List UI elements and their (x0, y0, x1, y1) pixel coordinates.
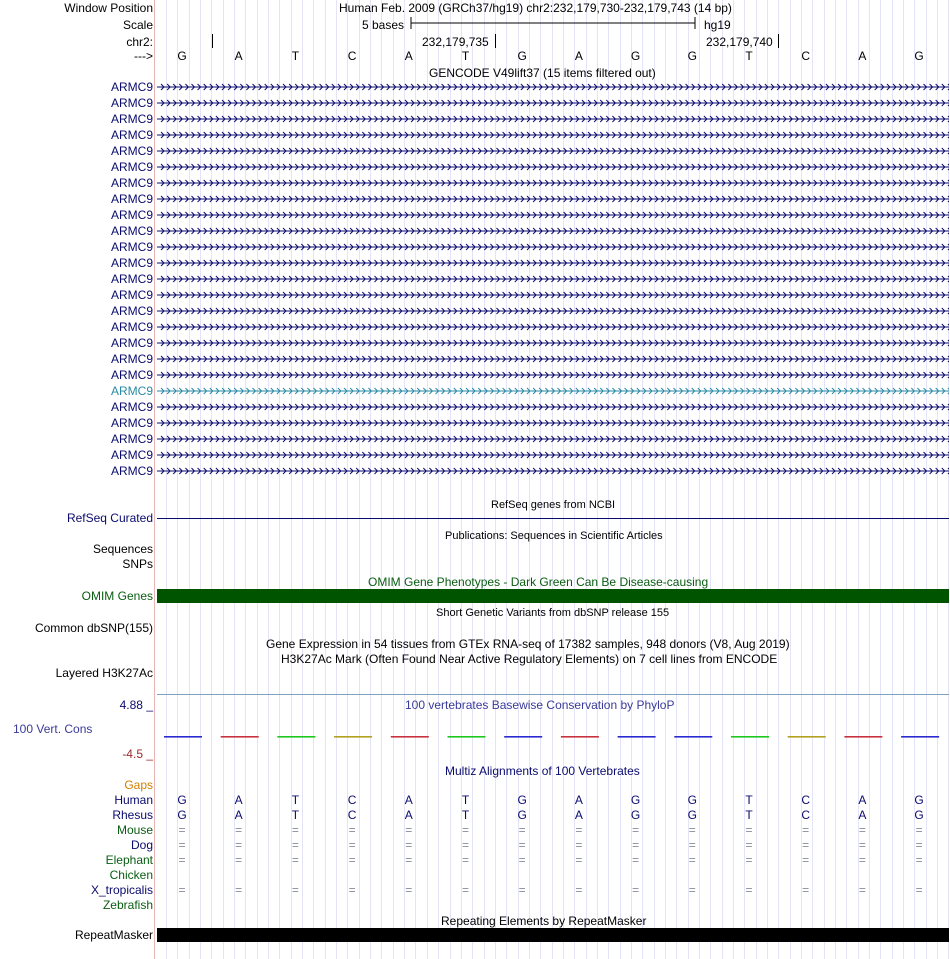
multiz-species-label[interactable]: Dog (130, 838, 153, 852)
phylop-bar (334, 736, 372, 738)
alignment-base: A (234, 793, 243, 807)
alignment-base: G (630, 793, 641, 807)
alignment-match: = (235, 838, 243, 852)
gencode-transcript-line[interactable] (157, 177, 949, 189)
refseq-title: RefSeq genes from NCBI (491, 499, 616, 511)
alignment-match: = (178, 883, 186, 897)
alignment-match: = (518, 838, 526, 852)
grid-line (733, 0, 734, 959)
alignment-base: A (234, 808, 243, 822)
alignment-base: T (745, 793, 753, 807)
alignment-base: T (291, 793, 300, 807)
alignment-match: = (858, 883, 866, 897)
base-letter: A (404, 49, 413, 63)
ruler-tick (212, 34, 213, 48)
alignment-base: T (745, 808, 753, 822)
alignment-match: = (291, 823, 299, 837)
alignment-match: = (575, 838, 583, 852)
grid-line (200, 0, 201, 959)
alignment-match: = (745, 823, 753, 837)
alignment-base: C (801, 808, 811, 822)
gencode-item-label[interactable]: ARMC9 (110, 464, 153, 478)
gencode-title: GENCODE V49lift37 (15 items filtered out) (429, 66, 656, 80)
gencode-item-label[interactable]: ARMC9 (110, 288, 153, 302)
grid-line (824, 0, 825, 959)
grid-line (166, 0, 167, 959)
grid-line (325, 0, 326, 959)
grid-line (540, 0, 541, 959)
multiz-species-label[interactable]: Rhesus (112, 808, 153, 822)
gencode-transcript-line[interactable] (157, 289, 949, 301)
grid-line (620, 0, 621, 959)
alignment-match: = (745, 838, 753, 852)
multiz-species-label[interactable]: X_tropicalis (90, 883, 153, 897)
refseq-label[interactable]: RefSeq Curated (66, 511, 153, 525)
alignment-match: = (802, 853, 810, 867)
alignment-match: = (348, 823, 356, 837)
grid-line (903, 0, 904, 959)
alignment-match: = (858, 823, 866, 837)
assembly-position-text: Human Feb. 2009 (GRCh37/hg19) chr2:232,179,730-232,179,743 (14 bp) (339, 1, 732, 15)
alignment-match: = (745, 853, 753, 867)
base-letter: T (291, 49, 300, 63)
omim-title: OMIM Gene Phenotypes - Dark Green Can Be Disease-causing (368, 575, 709, 589)
alignment-base: T (461, 793, 470, 807)
phylop-title: 100 vertebrates Basewise Conservation by PhyloP (405, 698, 675, 712)
alignment-match: = (802, 838, 810, 852)
base-letter: G (177, 49, 187, 63)
grid-line (790, 0, 791, 959)
alignment-base: A (404, 793, 413, 807)
scale-bar (408, 15, 698, 31)
grid-line (211, 0, 212, 959)
phylop-bar (731, 736, 769, 738)
alignment-base: C (347, 793, 357, 807)
gencode-transcript-line[interactable] (157, 81, 949, 93)
alignment-base: G (687, 793, 697, 807)
gencode-transcript-line[interactable] (157, 433, 949, 445)
alignment-match: = (688, 883, 696, 897)
alignment-base: A (574, 808, 583, 822)
gencode-item-label[interactable]: ARMC9 (110, 176, 153, 190)
grid-line (937, 0, 938, 959)
phylop-plot[interactable] (157, 730, 949, 744)
alignment-base: G (914, 808, 924, 822)
grid-line (608, 0, 609, 959)
alignment-match: = (688, 853, 696, 867)
gencode-item-label[interactable]: ARMC9 (110, 320, 153, 334)
grid-line (835, 0, 836, 959)
phylop-bar (221, 736, 259, 738)
gencode-transcript-line[interactable] (157, 241, 949, 253)
gencode-transcript-line[interactable] (157, 257, 949, 269)
gencode-transcript-line[interactable] (157, 449, 949, 461)
alignment-match: = (745, 883, 753, 897)
gencode-item-label[interactable]: ARMC9 (110, 448, 153, 462)
gencode-transcript-line[interactable] (157, 145, 949, 157)
gencode-item-label[interactable]: ARMC9 (110, 304, 153, 318)
gencode-transcript-line[interactable] (157, 225, 949, 237)
alignment-match: = (518, 883, 526, 897)
gencode-transcript-line[interactable] (157, 305, 949, 317)
grid-line (563, 0, 564, 959)
h3k27ac-label[interactable]: Layered H3K27Ac (55, 666, 153, 680)
phylop-bar (618, 736, 656, 738)
grid-line (484, 0, 485, 959)
gencode-item-label[interactable]: ARMC9 (110, 208, 153, 222)
gencode-item-label[interactable]: ARMC9 (110, 160, 153, 174)
multiz-species-label[interactable]: Gaps (124, 778, 153, 792)
grid-line (597, 0, 598, 959)
grid-line (846, 0, 847, 959)
alignment-match: = (461, 883, 469, 897)
repeatmasker-bar[interactable] (157, 928, 949, 942)
base-letter: T (745, 49, 753, 63)
grid-line (223, 0, 224, 959)
phylop-bar (844, 736, 882, 738)
alignment-base: C (347, 808, 357, 822)
repeatmasker-title: Repeating Elements by RepeatMasker (441, 914, 647, 928)
grid-line (665, 0, 666, 959)
alignment-match: = (405, 853, 413, 867)
phylop-bar (277, 736, 315, 738)
snps-label[interactable]: SNPs (122, 557, 153, 571)
alignment-base: G (914, 793, 924, 807)
base-letter: C (801, 49, 811, 63)
grid-line (450, 0, 451, 959)
gencode-item-label[interactable]: ARMC9 (110, 416, 153, 430)
phylop-bar (901, 736, 939, 738)
chrom-label: chr2: (126, 35, 153, 49)
grid-line (710, 0, 711, 959)
base-letter: C (347, 49, 357, 63)
grid-line (268, 0, 269, 959)
dbsnp-title: Short Genetic Variants from dbSNP release 155 (436, 607, 670, 619)
gencode-item-label[interactable]: ARMC9 (110, 256, 153, 270)
alignment-match: = (348, 883, 356, 897)
scale-bar-text: 5 bases (362, 18, 405, 32)
gencode-transcript-line[interactable] (157, 337, 949, 349)
gencode-item-label[interactable]: ARMC9 (110, 224, 153, 238)
refseq-gene-line[interactable] (157, 518, 949, 519)
omim-label[interactable]: OMIM Genes (81, 589, 153, 603)
grid-line (654, 0, 655, 959)
base-letter: A (234, 49, 243, 63)
alignment-base: G (177, 808, 187, 822)
multiz-title: Multiz Alignments of 100 Vertebrates (445, 764, 640, 778)
alignment-base: G (517, 808, 527, 822)
gencode-item-label[interactable]: ARMC9 (110, 368, 153, 382)
multiz-species-label[interactable]: Elephant (105, 853, 153, 867)
alignment-match: = (575, 823, 583, 837)
db-text: hg19 (704, 18, 731, 32)
base-letter: T (461, 49, 470, 63)
alignment-match: = (915, 853, 923, 867)
h3k27ac-baseline (157, 694, 949, 695)
alignment-base: C (801, 793, 811, 807)
grid-line (427, 0, 428, 959)
grid-line (336, 0, 337, 959)
gencode-item-label[interactable]: ARMC9 (110, 128, 153, 142)
alignment-match: = (575, 883, 583, 897)
base-letter: G (630, 49, 641, 63)
base-letter: G (914, 49, 924, 63)
alignment-match: = (235, 883, 243, 897)
alignment-match: = (688, 823, 696, 837)
alignment-base: G (630, 808, 641, 822)
grid-line (778, 0, 779, 959)
gencode-item-label[interactable]: ARMC9 (110, 336, 153, 350)
phylop-track-label[interactable]: 100 Vert. Cons (13, 722, 93, 736)
gencode-transcript-line[interactable] (157, 97, 949, 109)
phylop-bar (391, 736, 429, 738)
alignment-match: = (461, 838, 469, 852)
grid-line (313, 0, 314, 959)
phylop-max-label: 4.88 _ (119, 698, 153, 712)
gencode-item-label[interactable]: ARMC9 (110, 352, 153, 366)
gencode-transcript-line[interactable] (157, 417, 949, 429)
alignment-base: T (461, 808, 470, 822)
phylop-min-label: -4.5 _ (122, 747, 153, 761)
alignment-match: = (291, 883, 299, 897)
alignment-match: = (178, 823, 186, 837)
phylop-bar (504, 736, 542, 738)
alignment-match: = (291, 838, 299, 852)
alignment-match: = (461, 823, 469, 837)
gencode-transcript-line[interactable] (157, 193, 949, 205)
alignment-match: = (632, 853, 640, 867)
grid-line (722, 0, 723, 959)
gencode-item-label[interactable]: ARMC9 (110, 400, 153, 414)
h3k27ac-title: H3K27Ac Mark (Often Found Near Active Regulatory Elements) on 7 cell lines from ENCODE (281, 652, 778, 666)
alignment-match: = (178, 838, 186, 852)
alignment-match: = (858, 838, 866, 852)
gencode-transcript-line[interactable] (157, 353, 949, 365)
strand-arrow-label: ---> (134, 49, 153, 63)
gencode-item-label[interactable]: ARMC9 (110, 144, 153, 158)
gencode-transcript-line[interactable] (157, 113, 949, 125)
gencode-item-label[interactable]: ARMC9 (110, 192, 153, 206)
gencode-item-label[interactable]: ARMC9 (110, 384, 153, 398)
gencode-item-label[interactable]: ARMC9 (110, 272, 153, 286)
publications-title: Publications: Sequences in Scientific Articles (445, 530, 663, 542)
grid-line (880, 0, 881, 959)
grid-line (381, 0, 382, 959)
gencode-item-label[interactable]: ARMC9 (110, 96, 153, 110)
ruler-position-2: 232,179,740 (706, 35, 773, 49)
gencode-transcript-line[interactable] (157, 465, 949, 477)
alignment-base: A (404, 808, 413, 822)
alignment-match: = (518, 853, 526, 867)
gtex-title: Gene Expression in 54 tissues from GTEx RNA-seq of 17382 samples, 948 donors (V8, Aug 2019) (266, 637, 790, 651)
base-letter: A (574, 49, 583, 63)
alignment-match: = (632, 883, 640, 897)
alignment-match: = (235, 823, 243, 837)
grid-line (495, 0, 496, 959)
multiz-species-label[interactable]: Human (114, 793, 153, 807)
repeatmasker-label[interactable]: RepeatMasker (74, 928, 153, 942)
gencode-transcript-line[interactable] (157, 401, 949, 413)
grid-line (393, 0, 394, 959)
gencode-transcript-line[interactable] (157, 369, 949, 381)
sequences-label[interactable]: Sequences (92, 542, 153, 556)
alignment-match: = (915, 838, 923, 852)
grid-line (892, 0, 893, 959)
gencode-item-label[interactable]: ARMC9 (110, 80, 153, 94)
gencode-transcript-line[interactable] (157, 385, 949, 397)
alignment-match: = (632, 823, 640, 837)
alignment-match: = (348, 838, 356, 852)
base-letter: A (858, 49, 867, 63)
base-letter: G (517, 49, 527, 63)
gencode-transcript-line[interactable] (157, 273, 949, 285)
window-position-label: Window Position (64, 1, 153, 15)
gencode-item-label[interactable]: ARMC9 (110, 112, 153, 126)
alignment-match: = (915, 823, 923, 837)
alignment-match: = (461, 853, 469, 867)
grid-line (370, 0, 371, 959)
grid-line (279, 0, 280, 959)
alignment-base: A (858, 808, 867, 822)
alignment-base: G (687, 808, 697, 822)
ruler-tick (778, 34, 779, 48)
base-grid (156, 0, 950, 959)
alignment-base: T (291, 808, 300, 822)
grid-line (948, 0, 949, 959)
phylop-bar (674, 736, 712, 738)
alignment-base: A (858, 793, 867, 807)
alignment-match: = (575, 853, 583, 867)
alignment-match: = (405, 823, 413, 837)
phylop-bar (788, 736, 826, 738)
alignment-match: = (291, 853, 299, 867)
ruler-tick (495, 34, 496, 48)
alignment-base: G (517, 793, 527, 807)
alignment-match: = (348, 853, 356, 867)
gencode-item-label[interactable]: ARMC9 (110, 432, 153, 446)
gencode-transcript-line[interactable] (157, 129, 949, 141)
grid-line (257, 0, 258, 959)
alignment-match: = (802, 823, 810, 837)
gencode-transcript-line[interactable] (157, 321, 949, 333)
gencode-item-label[interactable]: ARMC9 (110, 240, 153, 254)
multiz-species-label[interactable]: Chicken (109, 868, 153, 882)
gencode-transcript-line[interactable] (157, 161, 949, 173)
gencode-transcript-line[interactable] (157, 209, 949, 221)
grid-line (438, 0, 439, 959)
alignment-match: = (178, 853, 186, 867)
alignment-match: = (405, 838, 413, 852)
alignment-match: = (405, 883, 413, 897)
alignment-match: = (802, 883, 810, 897)
phylop-bar (164, 736, 202, 738)
multiz-species-label[interactable]: Mouse (116, 823, 153, 837)
scale-label: Scale (122, 18, 153, 32)
omim-gene-bar[interactable] (157, 589, 949, 603)
alignment-match: = (858, 853, 866, 867)
base-letter: G (687, 49, 697, 63)
phylop-bar (561, 736, 599, 738)
ruler-position-1: 232,179,735 (422, 35, 489, 49)
grid-line (767, 0, 768, 959)
label-divider (154, 0, 155, 959)
alignment-match: = (915, 883, 923, 897)
grid-line (552, 0, 553, 959)
alignment-base: G (177, 793, 187, 807)
multiz-species-label[interactable]: Zebrafish (102, 898, 153, 912)
alignment-match: = (632, 838, 640, 852)
alignment-match: = (518, 823, 526, 837)
grid-line (676, 0, 677, 959)
grid-line (506, 0, 507, 959)
phylop-bar (448, 736, 486, 738)
alignment-base: A (574, 793, 583, 807)
alignment-match: = (688, 838, 696, 852)
dbsnp-label[interactable]: Common dbSNP(155) (34, 621, 153, 635)
alignment-match: = (235, 853, 243, 867)
